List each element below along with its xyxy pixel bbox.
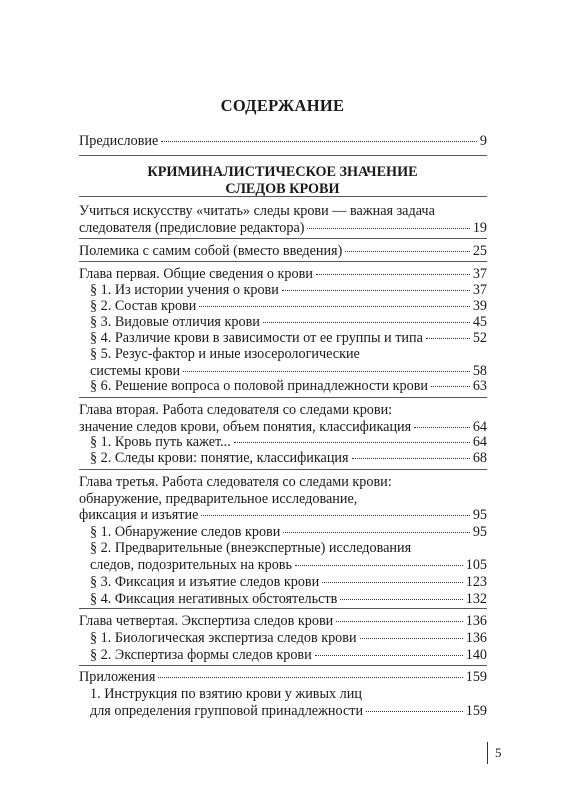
toc-entry-chapter2	[79, 402, 487, 435]
entry-text: Учиться искусству «читать» следы крови — важная задача	[79, 203, 435, 219]
page-ref: 25	[472, 243, 487, 259]
entry-text: § 4. Фиксация негативных обстоятельств	[90, 591, 338, 607]
chapter-title: фиксация и изъятие	[79, 507, 199, 523]
chapter-title: Глава первая. Общие сведения о крови	[79, 266, 313, 282]
dot-leader	[183, 371, 470, 372]
dot-leader	[431, 386, 470, 387]
section-heading	[0, 164, 565, 198]
toc-entry-ch3-s1	[90, 524, 487, 541]
toc-entry-preface	[79, 133, 487, 150]
toc-entry-ch1-s2	[90, 298, 487, 315]
toc-entry-ch2-s1	[90, 434, 487, 451]
page-ref: 63	[472, 378, 487, 394]
toc-entry-ch1-s1	[90, 282, 487, 299]
page-ref: 136	[465, 630, 487, 646]
entry-text: Приложения	[79, 669, 156, 685]
toc-entry-ch3-s3	[90, 574, 487, 591]
dot-leader	[201, 515, 469, 516]
dot-leader	[199, 306, 469, 307]
entry-text: § 5. Резус-фактор и иные изосерологические	[90, 346, 360, 362]
toc-entry-ch3-s4	[90, 591, 487, 608]
page-ref: 159	[465, 669, 487, 685]
page-ref: 52	[472, 330, 487, 346]
toc-entry-ch4-s2	[90, 647, 487, 664]
page-ref: 95	[472, 524, 487, 540]
page-ref: 9	[479, 133, 487, 149]
group-divider	[79, 261, 487, 262]
toc-entry-chapter1	[79, 266, 487, 283]
toc-entry-appendix1	[90, 686, 487, 719]
toc-entry-ch1-s5	[90, 346, 487, 379]
entry-text: § 1. Кровь путь кажет...	[90, 434, 231, 450]
page-ref: 58	[472, 362, 487, 379]
page-ref: 37	[472, 282, 487, 298]
entry-text: следователя (предисловие редактора)	[79, 219, 305, 236]
page-ref: 64	[472, 434, 487, 450]
toc-entry-chapter3	[79, 474, 487, 524]
page-number-bar	[487, 742, 488, 764]
section-heading-line: КРИМИНАЛИСТИЧЕСКОЕ ЗНАЧЕНИЕ	[147, 164, 418, 180]
dot-leader	[161, 141, 477, 142]
dot-leader	[414, 427, 470, 428]
chapter-title: Глава вторая. Работа следователя со следами крови:	[79, 402, 393, 418]
dot-leader	[234, 442, 470, 443]
entry-text: системы крови	[90, 362, 181, 379]
page-title: СОДЕРЖАНИЕ	[220, 96, 345, 115]
toc-entry-ch3-s2	[90, 540, 487, 573]
dot-leader	[315, 655, 463, 656]
dot-leader	[316, 274, 470, 275]
chapter-title: значение следов крови, объем понятия, классификация	[79, 418, 412, 435]
group-divider	[79, 469, 487, 470]
dot-leader	[360, 638, 463, 639]
entry-text: 1. Инструкция по взятию крови у живых лиц	[90, 686, 362, 702]
group-divider	[79, 397, 487, 398]
toc-entry-intro	[79, 243, 487, 260]
dot-leader	[283, 532, 469, 533]
entry-text: для определения групповой принадлежности	[90, 702, 364, 719]
page-ref: 39	[472, 298, 487, 314]
toc-entry-ch2-s2	[90, 450, 487, 467]
entry-text: Предисловие	[79, 133, 159, 149]
entry-text: § 6. Решение вопроса о половой принадлежности крови	[90, 378, 428, 394]
dot-leader	[426, 338, 470, 339]
entry-text: § 2. Экспертиза формы следов крови	[90, 647, 312, 663]
entry-text: § 1. Из истории учения о крови	[90, 282, 279, 298]
entry-text: § 4. Различие крови в зависимости от ее группы и типа	[90, 330, 423, 346]
group-divider	[79, 665, 487, 666]
page-ref: 45	[472, 314, 487, 330]
toc-entry-ch4-s1	[90, 630, 487, 647]
chapter-title: обнаружение, предварительное исследование,	[79, 490, 358, 507]
dot-leader	[366, 711, 463, 712]
dot-leader	[340, 599, 462, 600]
page-ref: 105	[465, 556, 487, 573]
entry-text: следов, подозрительных на кровь	[90, 556, 292, 573]
dot-leader	[336, 621, 462, 622]
toc-entry-ch1-s6	[90, 378, 487, 395]
dot-leader	[352, 458, 470, 459]
page-ref: 68	[472, 450, 487, 466]
dot-leader	[295, 565, 463, 566]
entry-text: § 2. Следы крови: понятие, классификация	[90, 450, 349, 466]
page-number: 5	[495, 745, 502, 760]
page-ref: 140	[465, 647, 487, 663]
page-ref: 19	[472, 219, 487, 236]
page-ref: 123	[465, 574, 487, 590]
toc-entry-ch1-s3	[90, 314, 487, 331]
dot-leader	[263, 322, 470, 323]
entry-text: Полемика с самим собой (вместо введения)	[79, 243, 343, 259]
page-ref: 64	[472, 418, 487, 435]
dot-leader	[345, 251, 470, 252]
dot-leader	[282, 290, 470, 291]
entry-text: § 2. Предварительные (внеэкспертные) исследования	[90, 540, 412, 556]
page-ref: 37	[472, 266, 487, 282]
chapter-title: Глава четвертая. Экспертиза следов крови	[79, 613, 334, 629]
entry-text: § 1. Биологическая экспертиза следов крови	[90, 630, 357, 646]
section-divider	[79, 155, 487, 156]
toc-entry-appendices	[79, 669, 487, 686]
entry-text: § 3. Видовые отличия крови	[90, 314, 260, 330]
section-heading-line: СЛЕДОВ КРОВИ	[225, 181, 340, 197]
toc-entry-editor-preface	[79, 203, 487, 236]
entry-text: § 3. Фиксация и изъятие следов крови	[90, 574, 320, 590]
group-divider	[79, 238, 487, 239]
toc-entry-ch1-s4	[90, 330, 487, 347]
page-ref: 136	[465, 613, 487, 629]
page-ref: 95	[472, 507, 487, 523]
group-divider	[79, 608, 487, 609]
dot-leader	[307, 228, 469, 229]
chapter-title: Глава третья. Работа следователя со следами крови:	[79, 474, 392, 490]
page-ref: 159	[465, 702, 487, 719]
toc-entry-chapter4	[79, 613, 487, 630]
dot-leader	[322, 582, 463, 583]
entry-text: § 1. Обнаружение следов крови	[90, 524, 281, 540]
dot-leader	[158, 677, 462, 678]
group-divider	[79, 196, 487, 197]
entry-text: § 2. Состав крови	[90, 298, 197, 314]
page-ref: 132	[465, 591, 487, 607]
